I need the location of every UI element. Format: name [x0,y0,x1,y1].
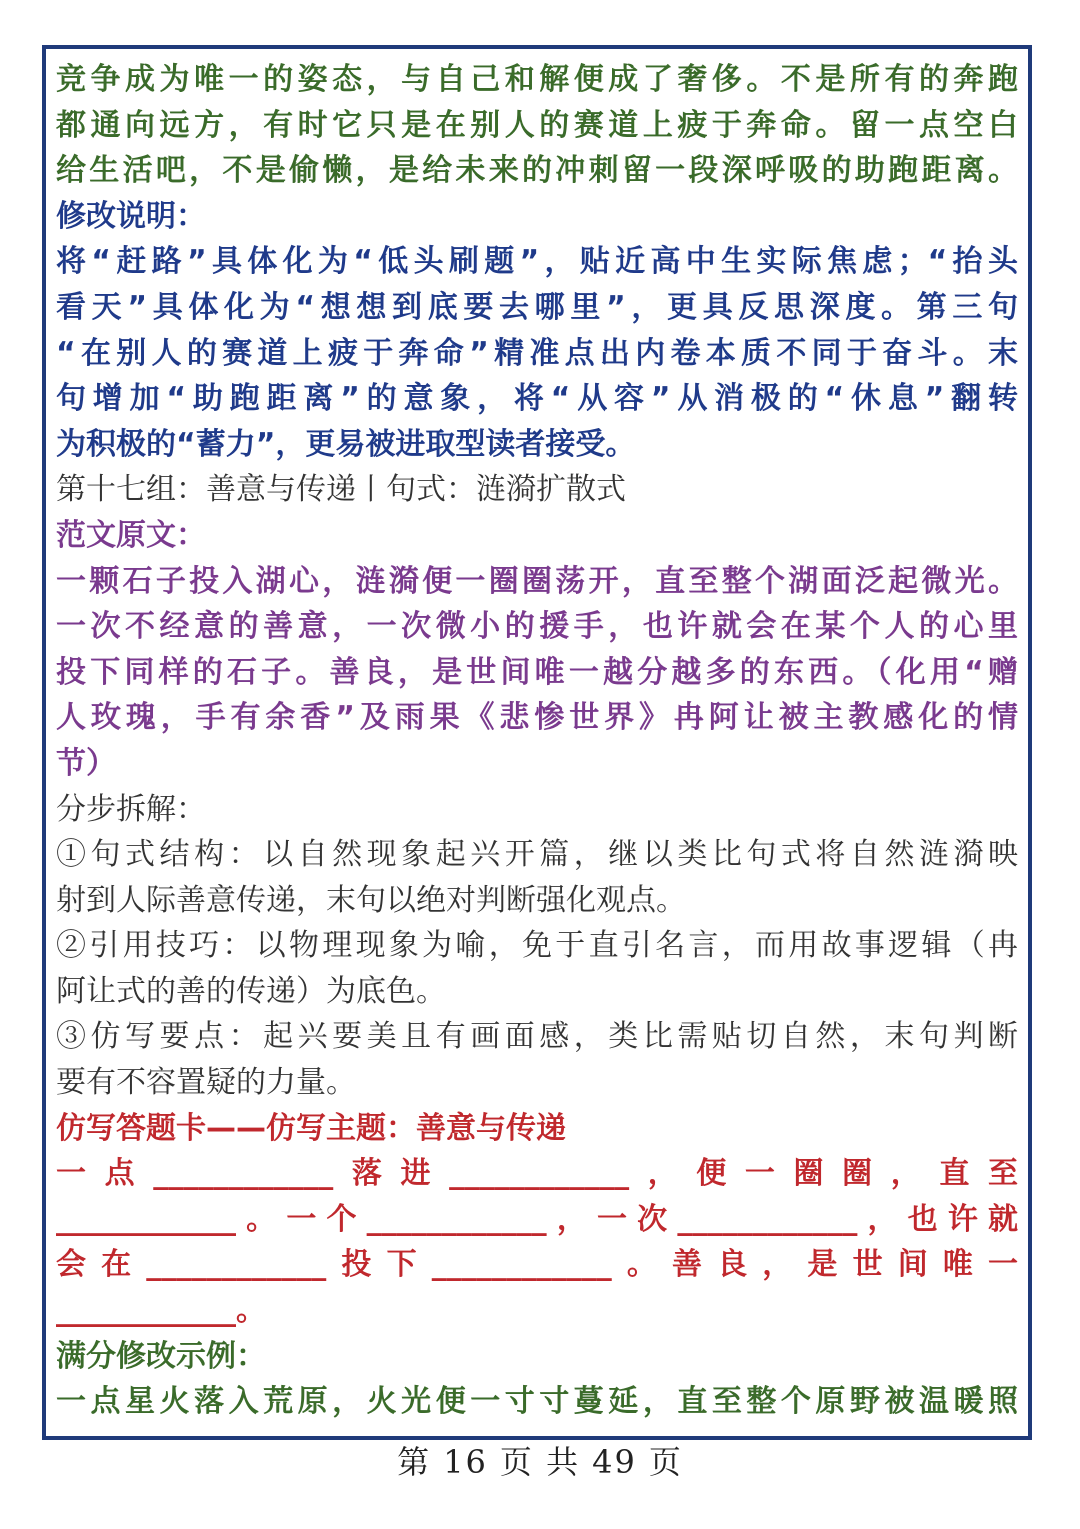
fill-in-line: ____________。 [56,1293,266,1329]
section-heading: 仿写答题卡——仿写主题：善意与传递 [56,1110,566,1146]
fill-in-line: 一点____________落进____________，便一圈圈，直至 [56,1156,1018,1192]
text-line: 一点星火落入荒原，火光便一寸寸蔓延，直至整个原野被温暖照 [56,1384,1018,1420]
previous-sample-tail [56,57,1018,194]
current-page-number: 16 [443,1443,488,1481]
text-line: 阿让式的善的传递）为底色。 [56,973,446,1009]
text-line: 看天”具体化为“想想到底要去哪里”，更具反思深度。第三句 [56,289,1018,325]
group-title: 第十七组：善意与传递丨句式：涟漪扩散式 [56,472,626,508]
text-line: 为积极的“蓄力”，更易被进取型读者接受。 [56,426,636,462]
footer-suffix: 页 [648,1443,683,1481]
text-line: 一次不经意的善意，一次微小的援手，也许就会在某个人的心里 [56,609,1018,645]
total-pages-number: 49 [592,1443,637,1481]
section-heading: 修改说明： [56,198,206,234]
text-line: ②引用技巧：以物理现象为喻，免于直引名言，而用故事逻辑（冉 [56,928,1018,964]
text-line: 竞争成为唯一的姿态，与自己和解便成了奢侈。不是所有的奔跑 [56,62,1018,97]
footer-prefix: 第 [397,1443,432,1481]
text-line: 人玫瑰，手有余香”及雨果《悲惨世界》冉阿让被主教感化的情 [56,700,1018,736]
original-text [56,513,1018,787]
text-line: 句增加“助跑距离”的意象，将“从容”从消极的“休息”翻转 [56,381,1018,417]
text-line: 都通向远方，有时它只是在别人的赛道上疲于奔命。留一点空白 [56,107,1018,143]
section-heading: 分步拆解： [56,791,206,827]
section-heading: 满分修改示例： [56,1338,266,1374]
text-line: 一颗石子投入湖心，涟漪便一圈圈荡开，直至整个湖面泛起微光。 [56,563,1018,599]
text-line: “在别人的赛道上疲于奔命”精准点出内卷本质不同于奋斗。末 [56,335,1018,371]
page-footer [0,1442,1080,1482]
text-line: 要有不容置疑的力量。 [56,1065,356,1101]
text-line: 将“赶路”具体化为“低头刷题”，贴近高中生实际焦虑；“抬头 [56,244,1018,280]
text-line: 给生活吧，不是偷懒，是给未来的冲刺留一段深呼吸的助跑距离。 [56,153,1018,189]
answer-card [56,1106,1018,1334]
fill-in-line: ____________。一个____________，一次____________，也许就 [56,1201,1018,1237]
text-line: 射到人际善意传递，末句以绝对判断强化观点。 [56,882,686,918]
text-line: ③仿写要点：起兴要美且有画面感，类比需贴切自然，末句判断 [56,1019,1018,1055]
step-breakdown [56,787,1018,1106]
content-frame [42,45,1032,1440]
text-line: 节） [56,745,116,781]
full-score-example [56,1334,1018,1425]
footer-middle: 页 共 [499,1443,581,1481]
text-line: 投下同样的石子。善良，是世间唯一越分越多的东西。（化用“赠 [56,654,1018,690]
group-heading [56,467,1018,513]
fill-in-line: 会在____________投下____________。善良，是世间唯一 [56,1247,1018,1283]
revision-note [56,194,1018,468]
text-line: ①句式结构：以自然现象起兴开篇，继以类比句式将自然涟漪映 [56,837,1018,873]
section-heading: 范文原文： [56,517,206,553]
